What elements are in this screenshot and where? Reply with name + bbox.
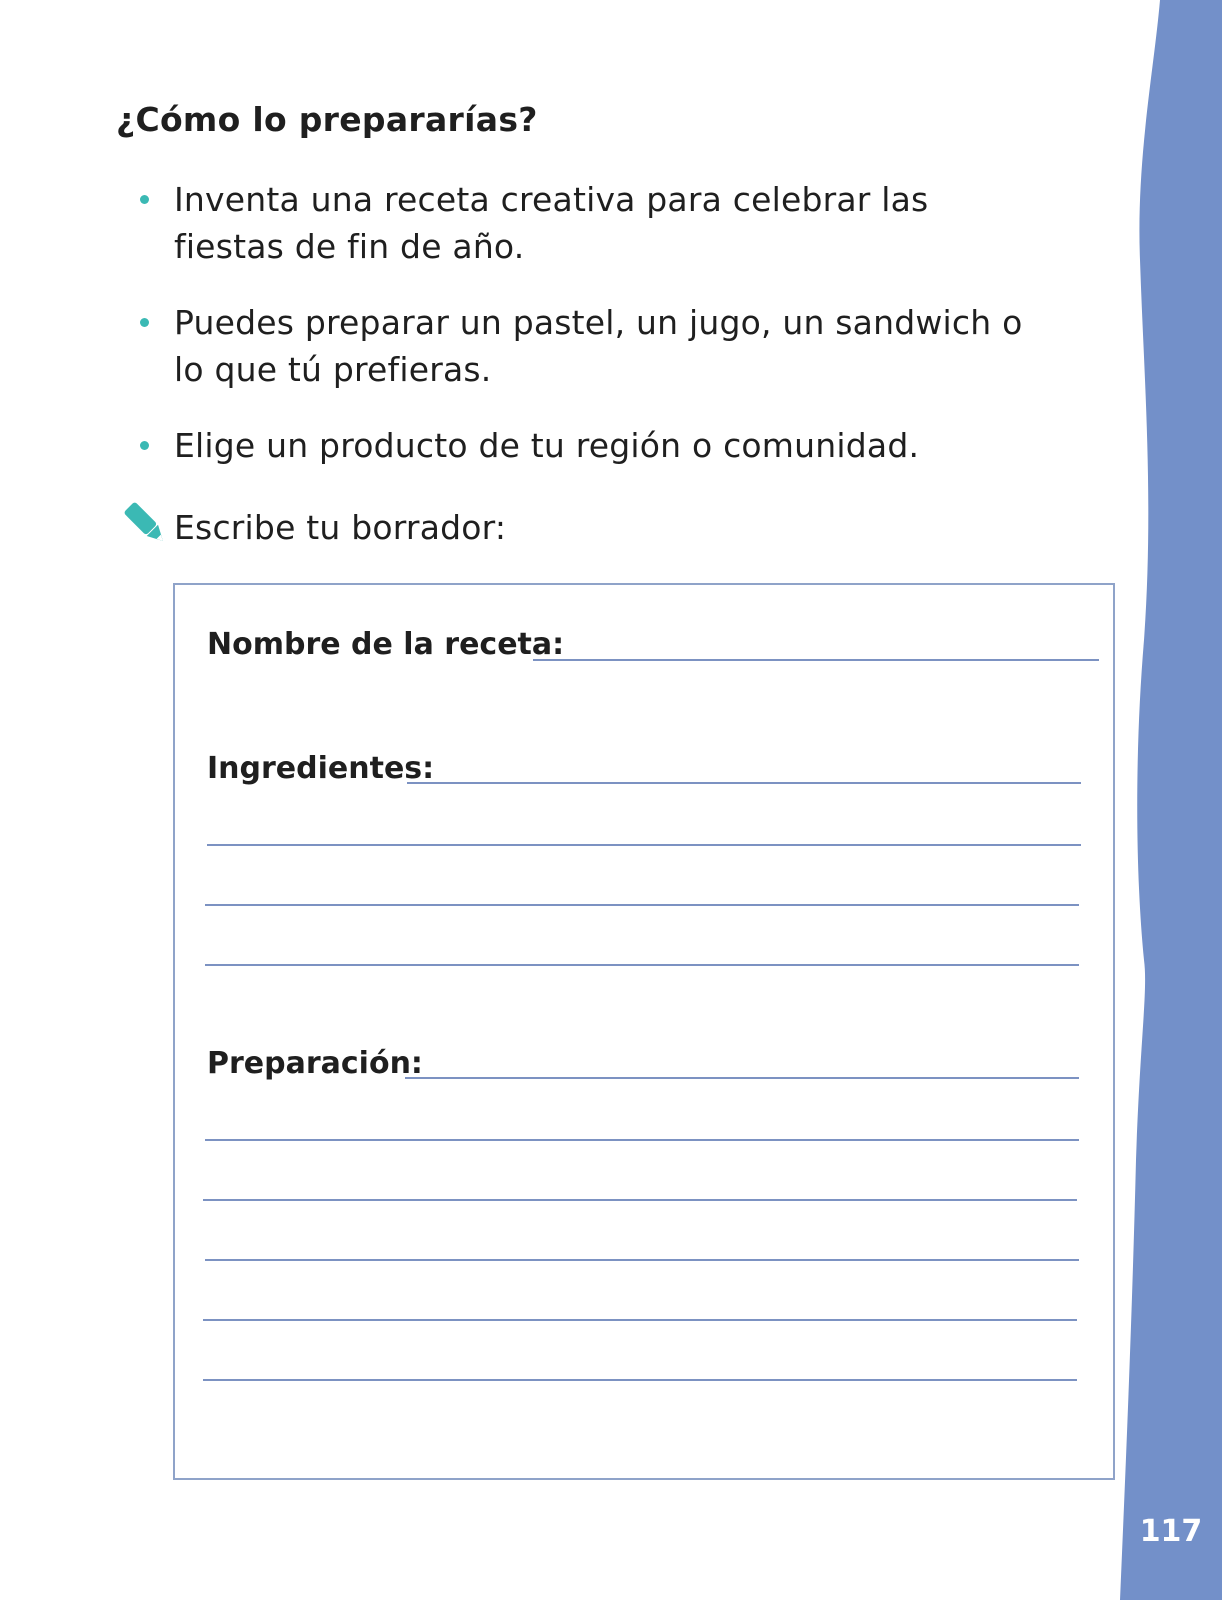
ingredients-label: Ingredientes:	[207, 751, 435, 786]
instruction-text: Elige un producto de tu región o comunidad.	[174, 426, 920, 465]
preparation-line[interactable]	[405, 1077, 1079, 1079]
ingredients-line[interactable]	[407, 782, 1081, 784]
section-heading: ¿Cómo lo prepararías?	[116, 100, 538, 139]
bullet-icon	[140, 195, 149, 204]
instruction-list	[140, 176, 1040, 498]
preparation-line[interactable]	[203, 1319, 1077, 1321]
ingredients-line[interactable]	[205, 904, 1079, 906]
preparation-line[interactable]	[205, 1139, 1079, 1141]
ingredients-line[interactable]	[207, 844, 1081, 846]
page-number: 117	[1139, 1514, 1203, 1549]
preparation-line[interactable]	[203, 1199, 1077, 1201]
instruction-item	[140, 176, 1040, 270]
recipe-name-line[interactable]	[533, 659, 1099, 661]
draft-label: Escribe tu borrador:	[174, 508, 507, 547]
bullet-icon	[140, 441, 149, 450]
preparation-line[interactable]	[203, 1379, 1077, 1381]
pencil-icon	[124, 502, 168, 546]
recipe-name-label: Nombre de la receta:	[207, 627, 565, 662]
instruction-text: Puedes preparar un pastel, un jugo, un sandwich o lo que tú prefieras.	[174, 303, 1023, 389]
preparation-line[interactable]	[205, 1259, 1079, 1261]
preparation-label: Preparación:	[207, 1046, 423, 1081]
bullet-icon	[140, 318, 149, 327]
side-band-decoration	[1120, 0, 1222, 1600]
recipe-draft-box	[173, 583, 1115, 1480]
instruction-text: Inventa una receta creativa para celebrar las fiestas de fin de año.	[174, 180, 929, 266]
instruction-item	[140, 422, 1040, 469]
instruction-item	[140, 299, 1040, 393]
ingredients-line[interactable]	[205, 964, 1079, 966]
